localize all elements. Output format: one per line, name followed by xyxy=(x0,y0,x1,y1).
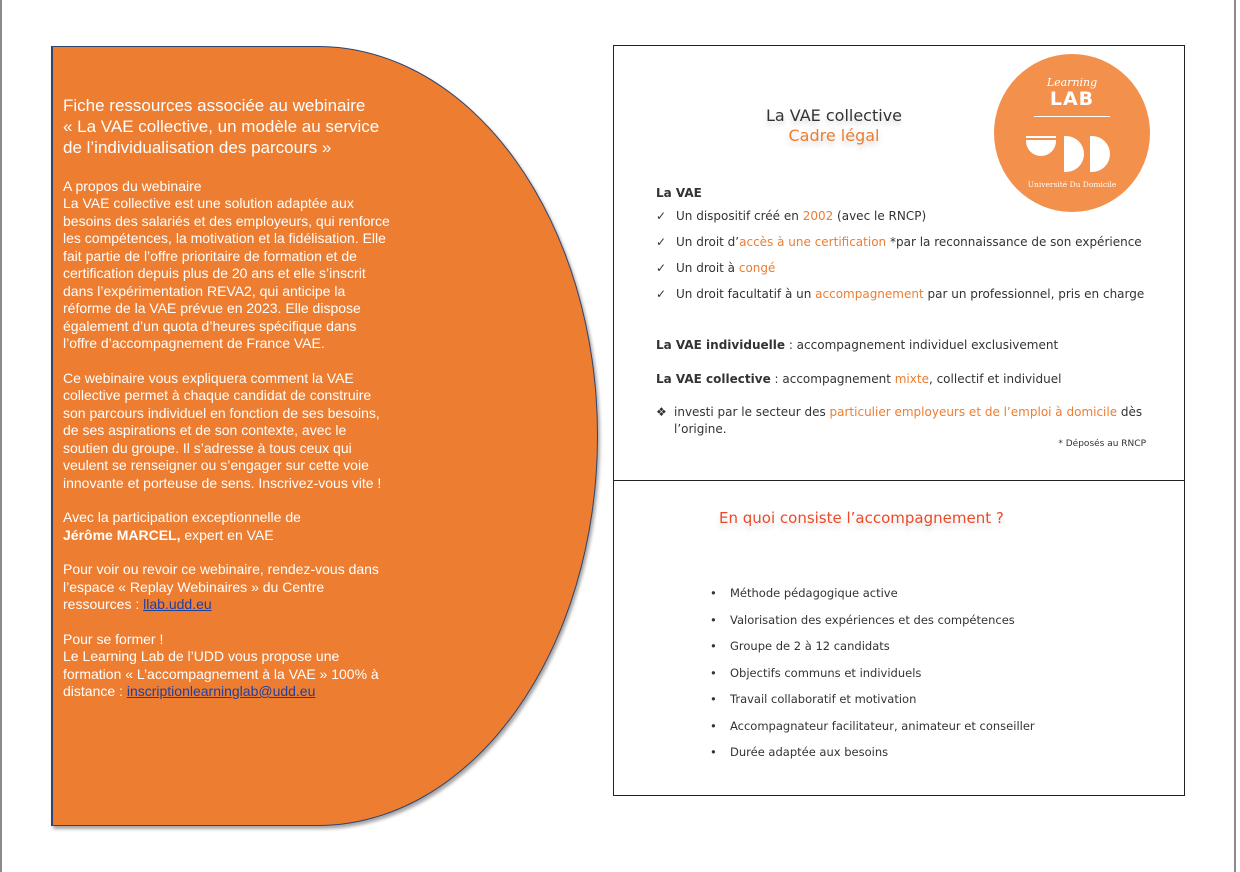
bullet-icon: • xyxy=(710,718,717,733)
list-item-text: Méthode pédagogique active xyxy=(730,586,898,600)
check-item xyxy=(656,286,1176,312)
collective-pre: : accompagnement xyxy=(770,372,895,386)
bullet-icon: • xyxy=(710,665,717,680)
explain-text: Ce webinaire vous expliquera comment la VAE collective permet à chaque candidat de construire son parcours individuel en fonction de ses besoins, de ses aspirations et de son contexte, avec le soutien du groupe. Il s’adresse à tous ceux qui veulent se renseigner ou s’engager sur cette voie innovante et porteuse de sens. Inscrivez-vous vite ! xyxy=(63,369,382,491)
slide1-subtitle: Cadre légal xyxy=(788,126,880,145)
logo-caption: Université Du Domicile xyxy=(1027,180,1117,189)
individual-line xyxy=(656,338,1058,352)
checkmark-icon: ✓ xyxy=(656,209,667,223)
bullet-icon: • xyxy=(710,745,717,759)
logo-d-shape xyxy=(1064,136,1084,172)
panel-title-rest: associée au webinaire xyxy=(192,96,366,115)
training-text xyxy=(63,631,393,701)
slide-legal-framework xyxy=(613,45,1185,481)
item-text: (avec le RNCP) xyxy=(833,209,927,223)
collective-line xyxy=(656,372,1061,386)
about-text: La VAE collective est une solution adaptée aux besoins des salariés et des employeurs, qui renforce les compétences, la motivation et la fidélisation. Elle fait partie de l’offre prioritaire de formation et de certification depuis plus de 20 ans et elle s’inscrit dans l’expérimentation REVA2, qui anticipe la réforme de la VAE prévue en 2023. Elle dispose également d’un quota d’heures spécifique dans l’offre d’accompagnement de France VAE. xyxy=(63,195,390,351)
list-item-text: Valorisation des expériences et des compétences xyxy=(730,612,1015,627)
item-highlight: accès à une certification xyxy=(739,235,887,249)
individual-label: La VAE individuelle xyxy=(656,338,785,352)
panel-title xyxy=(63,95,393,158)
checkmark-icon: ✓ xyxy=(656,287,667,301)
item-text: Un dispositif créé en xyxy=(676,209,803,223)
list-item-text: Accompagnateur facilitateur, animateur et conseiller xyxy=(730,718,1035,733)
panel-left-edge xyxy=(51,47,53,825)
list-item-text: Groupe de 2 à 12 candidats xyxy=(730,639,890,653)
training-intro: Le Learning Lab de l’UDD vous propose une formation « L’accompagnement à la VAE » 100% à distance : xyxy=(63,648,379,699)
collective-label: La VAE collective xyxy=(656,372,771,386)
item-text: *par la reconnaissance de son expérience xyxy=(886,235,1142,249)
invested-highlight: particulier employeurs et de l’emploi à domicile xyxy=(829,405,1118,419)
list-item xyxy=(710,638,1035,665)
expert-name: Jérôme MARCEL, xyxy=(63,526,181,543)
list-item xyxy=(710,718,1035,745)
checkmark-icon: ✓ xyxy=(656,235,667,249)
invested-continuation: l’origine. xyxy=(674,422,727,436)
bullet-icon: • xyxy=(710,586,717,600)
item-text: par un professionnel, pris en charge xyxy=(923,287,1145,301)
slide1-title xyxy=(724,106,944,146)
item-highlight: accompagnement xyxy=(815,287,924,301)
list-item xyxy=(710,744,1035,771)
bullet-icon: • xyxy=(710,612,717,627)
panel-title-webinar: « La VAE collective, un modèle au service de l’individualisation des parcours » xyxy=(63,117,380,157)
item-text: Un droit d’ xyxy=(676,235,740,249)
list-item-text: Durée adaptée aux besoins xyxy=(730,745,889,759)
collective-post: , collectif et individuel xyxy=(928,372,1062,386)
panel-title-strong: Fiche ressources xyxy=(63,96,193,115)
list-item-text: Travail collaboratif et motivation xyxy=(730,692,917,706)
list-item xyxy=(710,612,1035,639)
about-heading: A propos du webinaire xyxy=(63,178,202,194)
logo-learning: Learning xyxy=(1046,76,1098,89)
bullet-icon: • xyxy=(710,639,717,653)
slide2-title: En quoi consiste l’accompagnement ? xyxy=(719,509,1004,527)
invested-line xyxy=(656,404,1156,438)
list-item xyxy=(710,585,1035,612)
invested-post: dès xyxy=(1117,405,1143,419)
logo-lab: LAB xyxy=(1049,88,1095,110)
logo-d-shape xyxy=(1090,136,1110,172)
slide-accompaniment xyxy=(613,480,1185,796)
diamond-bullet-icon: ❖ xyxy=(656,405,667,419)
bullet-icon: • xyxy=(710,692,717,706)
replay-link[interactable]: llab.udd.eu xyxy=(143,596,212,612)
logo-bar xyxy=(1026,136,1056,138)
collective-highlight: mixte xyxy=(894,372,929,386)
list-item-text: Objectifs communs et individuels xyxy=(730,665,922,680)
participation-text xyxy=(63,509,393,544)
checkmark-icon: ✓ xyxy=(656,261,667,275)
participation-intro: Avec la participation exceptionnelle de xyxy=(63,509,301,525)
slide1-footnote: * Déposés au RNCP xyxy=(1058,439,1146,449)
training-link[interactable]: inscriptionlearninglab@udd.eu xyxy=(126,683,316,699)
slide1-title-text: La VAE collective xyxy=(765,106,902,125)
check-item xyxy=(656,234,1176,260)
check-item xyxy=(656,208,1176,234)
panel-text xyxy=(63,95,393,701)
item-highlight: congé xyxy=(738,261,776,275)
slide1-heading: La VAE xyxy=(656,186,702,200)
list-item xyxy=(710,665,1035,692)
individual-text: : accompagnement individuel exclusivement xyxy=(785,338,1059,352)
item-text: Un droit facultatif à un xyxy=(676,287,816,301)
item-highlight: 2002 xyxy=(802,209,834,223)
replay-intro: Pour voir ou revoir ce webinaire, rendez-vous dans l’espace « Replay Webinaires » du Centre ressources : xyxy=(63,561,379,612)
accompaniment-list xyxy=(710,585,1035,771)
replay-text xyxy=(63,561,393,614)
expert-role: expert en VAE xyxy=(180,526,274,543)
slide1-body xyxy=(656,186,1176,312)
item-text: Un droit à xyxy=(676,261,739,275)
logo-half-circle xyxy=(1026,140,1056,156)
check-item xyxy=(656,260,1176,286)
logo-line xyxy=(1034,116,1110,117)
training-heading: Pour se former ! xyxy=(63,630,164,647)
list-item xyxy=(710,691,1035,718)
invested-pre: investi par le secteur des xyxy=(674,405,830,419)
